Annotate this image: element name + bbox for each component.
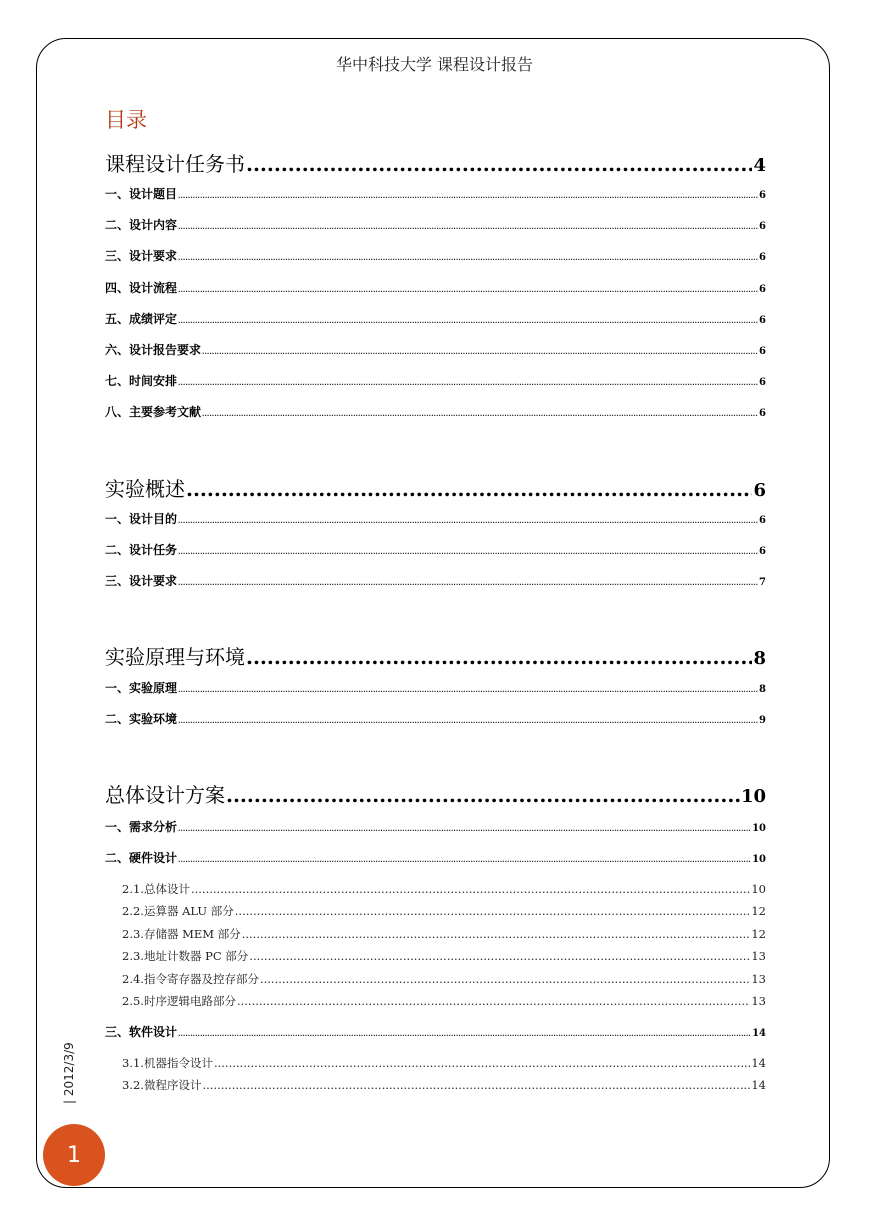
toc-entry-page: 13 (751, 949, 766, 963)
toc-entry[interactable] (105, 310, 766, 327)
toc-entry[interactable] (122, 1055, 766, 1071)
toc-entry-page: 6 (759, 377, 766, 388)
toc-entry-label: 三、设计要求 (105, 574, 178, 588)
toc-entry-label: 二、设计内容 (105, 218, 178, 232)
toc-entry[interactable] (105, 341, 766, 358)
toc-entry-page: 10 (751, 882, 766, 896)
toc-entry[interactable] (105, 372, 766, 389)
dot-leader (249, 949, 750, 963)
toc-entry[interactable] (105, 148, 766, 177)
dot-leader (178, 547, 758, 556)
toc-entry-page: 8 (759, 684, 766, 695)
dot-leader (246, 152, 752, 176)
dot-leader (178, 685, 758, 694)
toc-entry[interactable] (122, 926, 766, 942)
toc-entry-page: 10 (752, 823, 766, 834)
toc-entry-page: 10 (752, 854, 766, 865)
toc-entry-label: 2.5.时序逻辑电路部分 (122, 994, 236, 1008)
toc-entry-page: 6 (759, 252, 766, 263)
toc-entry-page: 7 (759, 577, 766, 588)
dot-leader (178, 1029, 751, 1038)
page-border (36, 38, 830, 1188)
toc-entry-label: 实验概述 (105, 477, 185, 501)
toc-entry-page: 12 (751, 904, 766, 918)
toc-entry[interactable] (105, 572, 766, 589)
toc-entry[interactable] (105, 641, 766, 670)
toc-entry[interactable] (105, 216, 766, 233)
toc-entry-label: 2.3.地址计数器 PC 部分 (122, 949, 249, 963)
dot-leader (178, 191, 758, 200)
toc-entry-label: 3.1.机器指令设计 (122, 1056, 213, 1070)
toc-entry[interactable] (105, 710, 766, 727)
toc-entry-label: 2.2.运算器 ALU 部分 (122, 904, 234, 918)
dot-leader (191, 882, 750, 896)
dot-leader (246, 645, 752, 669)
toc-entry-page: 6 (759, 408, 766, 419)
dot-leader (178, 222, 758, 231)
toc-entry-page: 6 (759, 221, 766, 232)
toc-entry-label: 三、设计要求 (105, 249, 178, 263)
toc-entry-page: 6 (759, 315, 766, 326)
toc-entry[interactable] (122, 971, 766, 987)
toc-entry-label: 二、硬件设计 (105, 851, 178, 865)
toc-entry-label: 一、设计目的 (105, 512, 178, 526)
toc-entry[interactable] (122, 993, 766, 1009)
toc-entry-label: 五、成绩评定 (105, 312, 178, 326)
toc-title: 目录 (105, 108, 147, 132)
dot-leader (178, 855, 751, 864)
toc-entry-label: 四、设计流程 (105, 281, 178, 295)
dot-leader (202, 1078, 750, 1092)
date-text: 2012/3/9 (62, 1042, 76, 1097)
dot-leader (202, 409, 758, 418)
dot-leader (178, 378, 758, 387)
toc-entry-label: 实验原理与环境 (105, 645, 245, 669)
dot-leader (237, 994, 750, 1008)
toc-entry-page: 9 (759, 715, 766, 726)
toc-entry-page: 12 (751, 927, 766, 941)
toc-entry[interactable] (105, 185, 766, 202)
toc-entry-page: 13 (751, 994, 766, 1008)
toc-entry[interactable] (122, 948, 766, 964)
toc-entry-page: 4 (753, 155, 766, 176)
dot-leader (214, 1056, 750, 1070)
toc-entry-label: 2.1.总体设计 (122, 882, 190, 896)
toc-entry-label: 总体设计方案 (105, 783, 225, 807)
toc-entry-page: 14 (751, 1056, 766, 1070)
toc-entry[interactable] (122, 881, 766, 897)
dot-leader (178, 578, 758, 587)
toc-entry-page: 10 (740, 786, 766, 807)
dot-leader (235, 904, 751, 918)
toc-entry-label: 八、主要参考文献 (105, 405, 202, 419)
toc-entry-label: 三、软件设计 (105, 1025, 178, 1039)
dot-leader (226, 783, 740, 807)
dot-leader (242, 927, 751, 941)
toc-entry-label: 3.2.微程序设计 (122, 1078, 202, 1092)
dot-leader (178, 253, 758, 262)
toc-entry[interactable] (105, 473, 766, 502)
dot-leader (178, 824, 751, 833)
toc-entry-label: 一、设计题目 (105, 187, 178, 201)
toc-entry[interactable] (105, 403, 766, 420)
toc-entry[interactable] (105, 818, 766, 835)
page-number-badge: 1 (43, 1124, 105, 1186)
toc-entry-page: 6 (759, 284, 766, 295)
toc-entry-page: 6 (759, 346, 766, 357)
toc-entry[interactable] (105, 849, 766, 866)
toc-entry-page: 6 (759, 515, 766, 526)
toc-entry-label: 六、设计报告要求 (105, 343, 202, 357)
toc-entry[interactable] (105, 247, 766, 264)
toc-entry[interactable] (122, 903, 766, 919)
page-header: 华中科技大学 课程设计报告 (335, 55, 534, 74)
dot-leader (260, 972, 750, 986)
dot-leader (202, 347, 758, 356)
toc-entry-label: 一、实验原理 (105, 681, 178, 695)
toc-entry-label: 二、设计任务 (105, 543, 178, 557)
toc-entry[interactable] (105, 679, 766, 696)
toc-entry-label: 2.4.指令寄存器及控存部分 (122, 972, 259, 986)
toc-entry-label: 课程设计任务书 (105, 152, 245, 176)
toc-entry-page: 8 (753, 648, 766, 669)
toc-entry[interactable] (105, 510, 766, 527)
toc-entry-page: 13 (751, 972, 766, 986)
toc-entry-label: 七、时间安排 (105, 374, 178, 388)
dot-leader (178, 516, 758, 525)
dot-leader (178, 316, 758, 325)
dot-leader (178, 716, 758, 725)
toc-entry-page: 6 (759, 546, 766, 557)
toc-entry-label: 二、实验环境 (105, 712, 178, 726)
toc-entry[interactable] (105, 279, 766, 296)
toc-entry-label: 2.3.存储器 MEM 部分 (122, 927, 241, 941)
dot-leader (186, 477, 752, 501)
toc-entry[interactable] (122, 1077, 766, 1093)
toc-entry-page: 6 (753, 480, 766, 501)
toc-entry[interactable] (105, 779, 766, 808)
toc-entry-label: 一、需求分析 (105, 820, 178, 834)
toc-entry-page: 14 (751, 1078, 766, 1092)
toc-entry[interactable] (105, 541, 766, 558)
dot-leader (178, 285, 758, 294)
toc-entry-page: 14 (752, 1028, 766, 1039)
toc-entry[interactable] (105, 1023, 766, 1040)
toc-entry-page: 6 (759, 190, 766, 201)
side-date: | 2012/3/9 (62, 1042, 76, 1104)
